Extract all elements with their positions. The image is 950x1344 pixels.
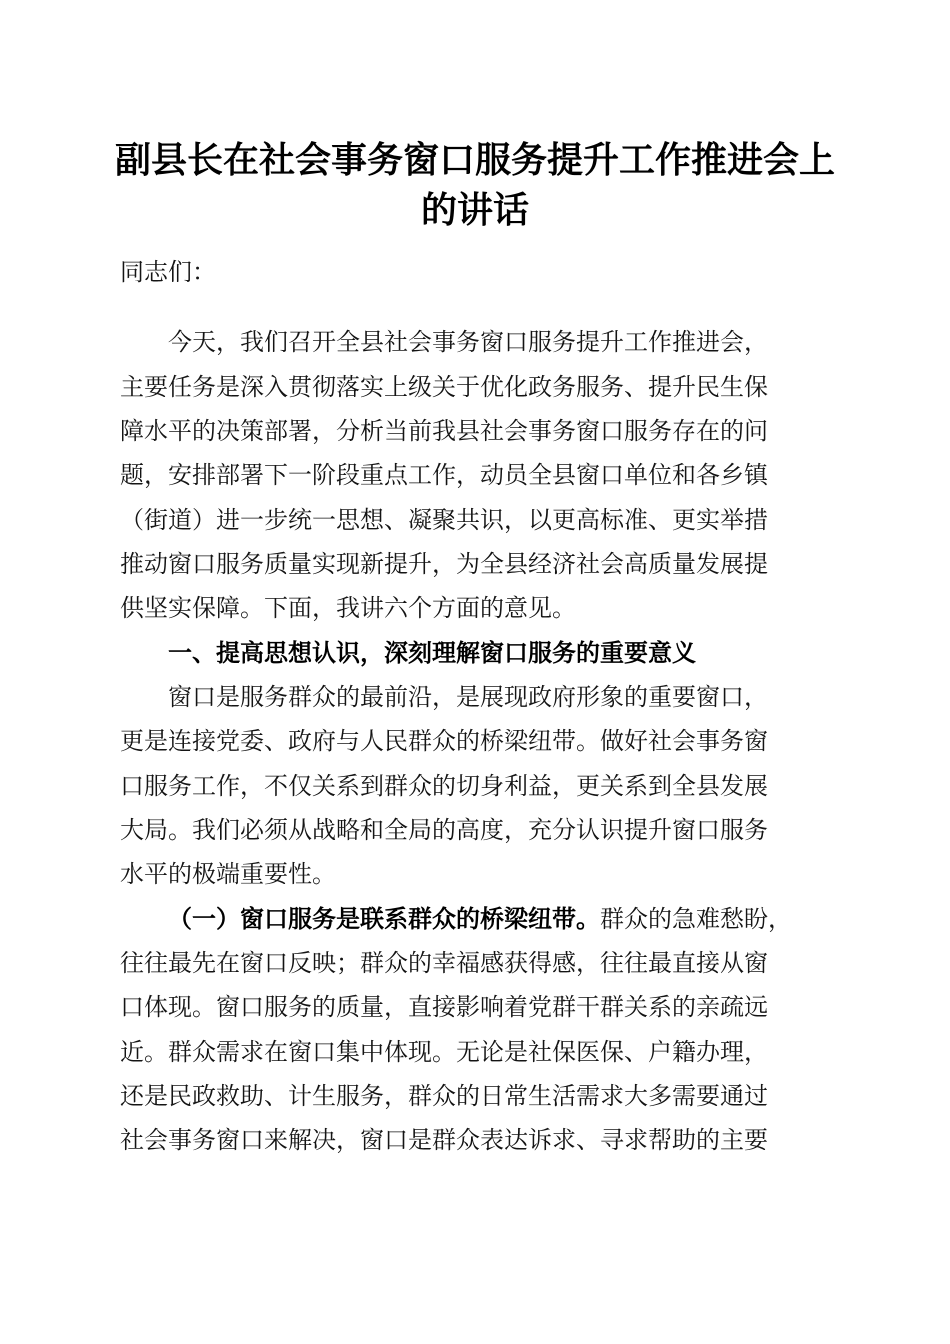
subsection-heading: （一）窗口服务是联系群众的桥梁纽带。 [168, 905, 600, 933]
paragraph-line: 窗口是服务群众的最前沿，是展现政府形象的重要窗口， [168, 683, 768, 711]
paragraph-line: 水平的极端重要性。 [120, 860, 336, 888]
salutation: 同志们： [120, 258, 216, 286]
paragraph-line: 口服务工作，不仅关系到群众的切身利益，更关系到全县发展 [120, 772, 768, 800]
subsection-text: 群众的急难愁盼， [600, 905, 792, 933]
paragraph-line: 大局。我们必须从战略和全局的高度，充分认识提升窗口服务 [120, 816, 768, 844]
section-heading: 一、提高思想认识，深刻理解窗口服务的重要意义 [168, 639, 696, 667]
paragraph-line: 题，安排部署下一阶段重点工作，动员全县窗口单位和各乡镇 [120, 461, 768, 489]
paragraph-line: （街道）进一步统一思想、凝聚共识，以更高标准、更实举措 [120, 506, 768, 534]
paragraph-line: 往往最先在窗口反映；群众的幸福感获得感，往往最直接从窗 [120, 949, 768, 977]
paragraph-line: 社会事务窗口来解决，窗口是群众表达诉求、寻求帮助的主要 [120, 1126, 768, 1154]
paragraph-line: 近。群众需求在窗口集中体现。无论是社保医保、户籍办理， [120, 1038, 768, 1066]
paragraph-line: 推动窗口服务质量实现新提升，为全县经济社会高质量发展提 [120, 550, 768, 578]
paragraph-line: 障水平的决策部署，分析当前我县社会事务窗口服务存在的问 [120, 417, 768, 445]
subsection-first-line [168, 903, 792, 935]
paragraph-line: 今天，我们召开全县社会事务窗口服务提升工作推进会， [168, 328, 768, 356]
document-title-line-1: 副县长在社会事务窗口服务提升工作推进会上 [114, 140, 835, 181]
paragraph-line: 供坚实保障。下面，我讲六个方面的意见。 [120, 594, 576, 622]
paragraph-line: 更是连接党委、政府与人民群众的桥梁纽带。做好社会事务窗 [120, 727, 768, 755]
document-title-line-2: 的讲话 [420, 190, 529, 231]
paragraph-line: 主要任务是深入贯彻落实上级关于优化政务服务、提升民生保 [120, 373, 768, 401]
paragraph-line: 还是民政救助、计生服务，群众的日常生活需求大多需要通过 [120, 1082, 768, 1110]
paragraph-line: 口体现。窗口服务的质量，直接影响着党群干群关系的亲疏远 [120, 993, 768, 1021]
